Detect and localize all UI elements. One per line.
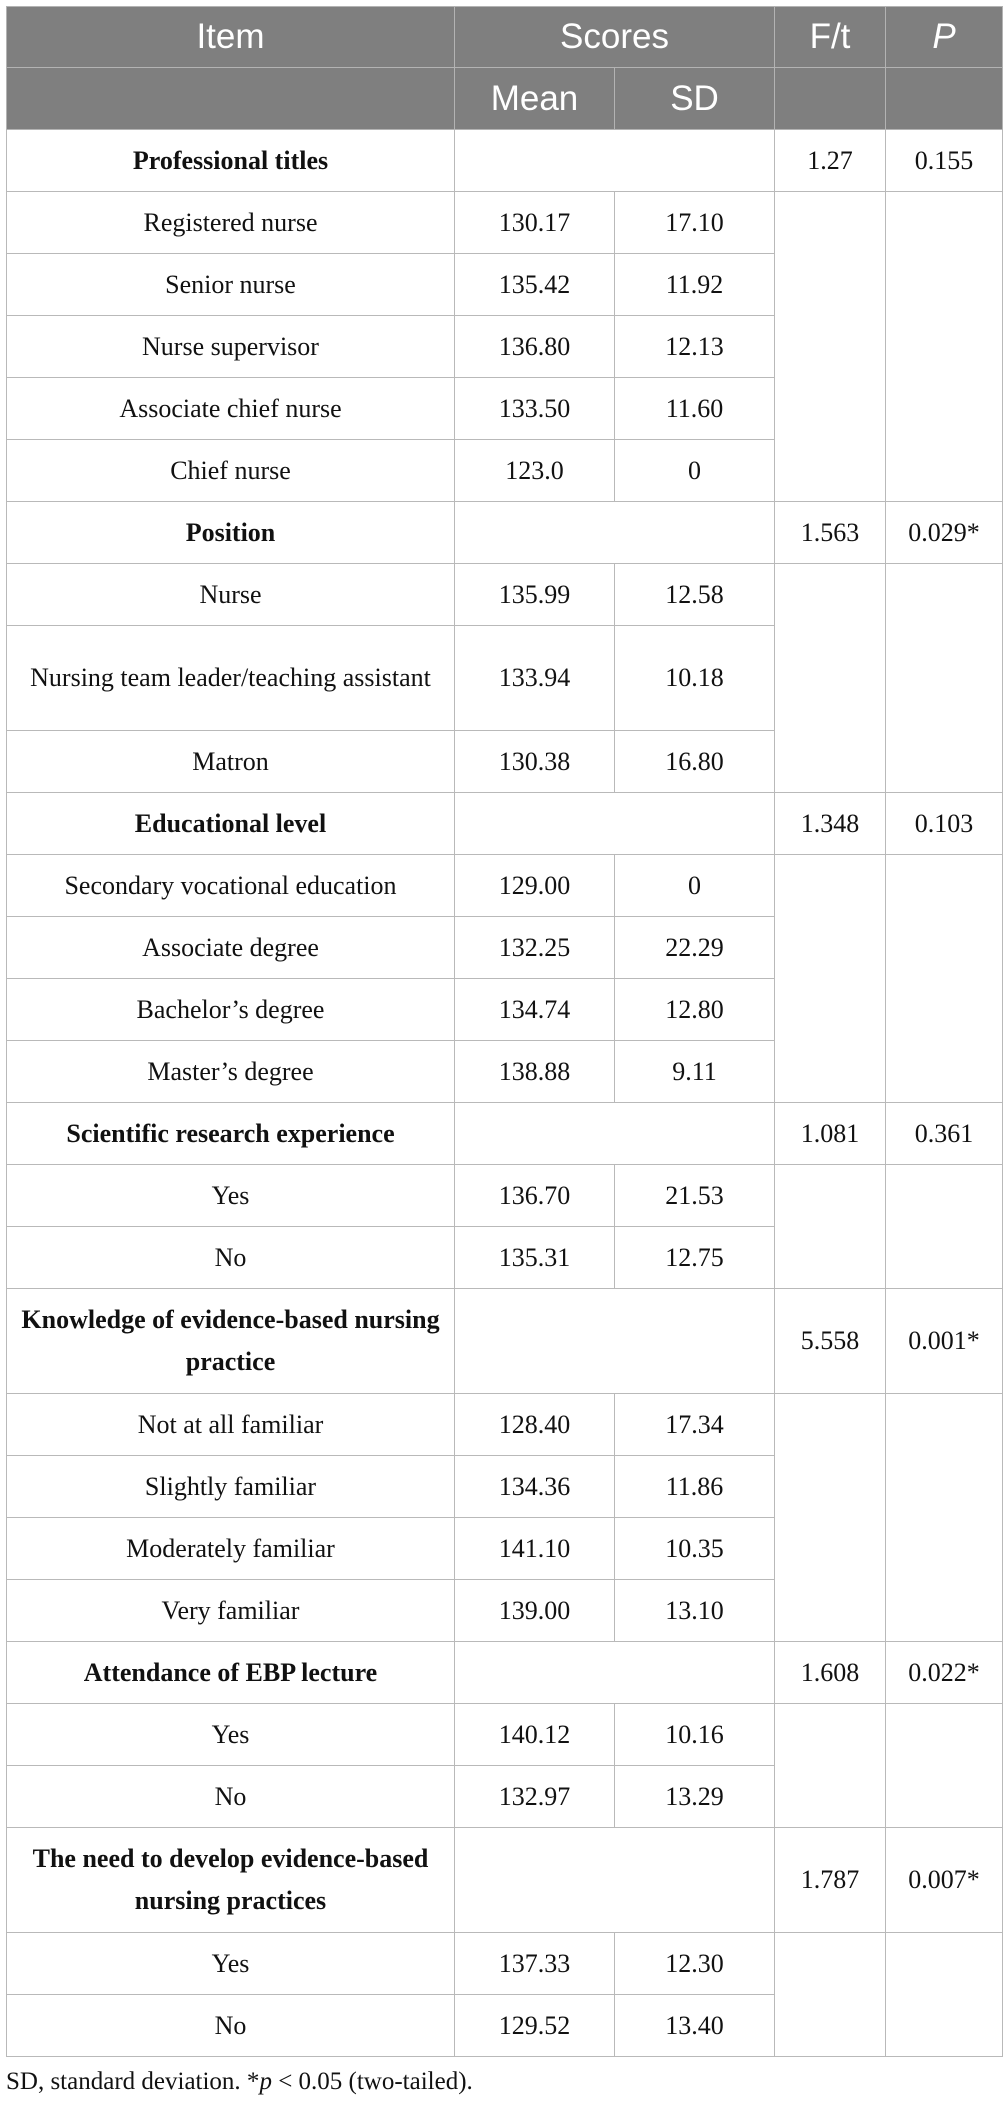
category-row [7,1289,1003,1394]
sd-value: 12.58 [615,564,775,626]
table-row [7,1933,1003,1995]
category-row [7,502,1003,564]
row-label: Yes [7,1165,455,1227]
mean-value: 141.10 [455,1518,615,1580]
row-label: Nursing team leader/teaching assistant [7,626,455,731]
sd-value: 10.16 [615,1704,775,1766]
row-label: No [7,1995,455,2057]
mean-value: 139.00 [455,1580,615,1642]
category-scores-empty [455,793,775,855]
category-scores-empty [455,1642,775,1704]
sd-value: 10.18 [615,626,775,731]
row-label: Secondary vocational education [7,855,455,917]
sd-value: 13.10 [615,1580,775,1642]
mean-value: 130.38 [455,731,615,793]
p-merged-empty [886,192,1003,502]
mean-value: 137.33 [455,1933,615,1995]
category-row [7,1642,1003,1704]
row-label: Registered nurse [7,192,455,254]
mean-value: 134.74 [455,979,615,1041]
table-header [7,7,1003,130]
category-label: Knowledge of evidence-based nursing practice [7,1289,455,1394]
p-value: 0.022* [886,1642,1003,1704]
ft-subheader-empty [775,68,886,130]
sd-value: 12.80 [615,979,775,1041]
header-row-top [7,7,1003,68]
table-row [7,855,1003,917]
row-label: Master’s degree [7,1041,455,1103]
mean-value: 123.0 [455,440,615,502]
scores-column-header: Scores [455,7,775,68]
sd-value: 12.30 [615,1933,775,1995]
row-label: Moderately familiar [7,1518,455,1580]
category-label: Scientific research experience [7,1103,455,1165]
row-label: Very familiar [7,1580,455,1642]
mean-value: 128.40 [455,1394,615,1456]
ft-merged-empty [775,855,886,1103]
category-label: The need to develop evidence-based nursing practices [7,1828,455,1933]
mean-value: 129.00 [455,855,615,917]
ft-merged-empty [775,1704,886,1828]
category-label: Position [7,502,455,564]
sd-value: 0 [615,855,775,917]
item-column-header: Item [7,7,455,68]
row-label: No [7,1227,455,1289]
category-scores-empty [455,502,775,564]
header-row-sub [7,68,1003,130]
sd-value: 16.80 [615,731,775,793]
mean-value: 135.42 [455,254,615,316]
category-scores-empty [455,1103,775,1165]
category-row [7,1103,1003,1165]
row-label: Matron [7,731,455,793]
sd-value: 13.29 [615,1766,775,1828]
mean-value: 132.25 [455,917,615,979]
footnote-suffix: < 0.05 (two-tailed). [271,2068,473,2095]
row-label: Associate chief nurse [7,378,455,440]
table-footnote [6,2068,473,2096]
sd-value: 22.29 [615,917,775,979]
mean-value: 130.17 [455,192,615,254]
sd-value: 11.60 [615,378,775,440]
ft-value: 1.27 [775,130,886,192]
category-scores-empty [455,1289,775,1394]
statistics-table [6,6,1003,2057]
category-scores-empty [455,1828,775,1933]
p-merged-empty [886,1394,1003,1642]
category-label: Professional titles [7,130,455,192]
ft-merged-empty [775,564,886,793]
ft-merged-empty [775,192,886,502]
ft-value: 1.608 [775,1642,886,1704]
p-value: 0.361 [886,1103,1003,1165]
category-scores-empty [455,130,775,192]
footnote-prefix: SD, standard deviation. * [6,2068,260,2095]
sd-value: 0 [615,440,775,502]
row-label: Associate degree [7,917,455,979]
ft-value: 5.558 [775,1289,886,1394]
row-label: Slightly familiar [7,1456,455,1518]
p-merged-empty [886,855,1003,1103]
sd-value: 17.34 [615,1394,775,1456]
mean-value: 135.31 [455,1227,615,1289]
ft-value: 1.081 [775,1103,886,1165]
mean-value: 135.99 [455,564,615,626]
p-column-header: P [886,7,1003,68]
p-subheader-empty [886,68,1003,130]
table-row [7,1165,1003,1227]
p-merged-empty [886,1704,1003,1828]
row-label: Bachelor’s degree [7,979,455,1041]
category-label: Attendance of EBP lecture [7,1642,455,1704]
footnote-p-symbol: p [259,2068,272,2095]
mean-value: 140.12 [455,1704,615,1766]
category-row [7,793,1003,855]
sd-value: 21.53 [615,1165,775,1227]
item-subheader-empty [7,68,455,130]
ft-merged-empty [775,1165,886,1289]
mean-value: 132.97 [455,1766,615,1828]
row-label: Nurse supervisor [7,316,455,378]
sd-value: 10.35 [615,1518,775,1580]
p-value: 0.029* [886,502,1003,564]
row-label: Not at all familiar [7,1394,455,1456]
mean-value: 133.50 [455,378,615,440]
p-merged-empty [886,1933,1003,2057]
sd-column-header: SD [615,68,775,130]
sd-value: 13.40 [615,1995,775,2057]
table-body [7,130,1003,2057]
ft-column-header: F/t [775,7,886,68]
row-label: Chief nurse [7,440,455,502]
sd-value: 17.10 [615,192,775,254]
ft-value: 1.563 [775,502,886,564]
sd-value: 11.92 [615,254,775,316]
ft-value: 1.787 [775,1828,886,1933]
category-label: Educational level [7,793,455,855]
row-label: Senior nurse [7,254,455,316]
ft-merged-empty [775,1394,886,1642]
sd-value: 9.11 [615,1041,775,1103]
mean-value: 133.94 [455,626,615,731]
table-row [7,564,1003,626]
ft-value: 1.348 [775,793,886,855]
mean-column-header: Mean [455,68,615,130]
row-label: Yes [7,1704,455,1766]
sd-value: 12.75 [615,1227,775,1289]
p-merged-empty [886,564,1003,793]
p-value: 0.007* [886,1828,1003,1933]
p-value: 0.001* [886,1289,1003,1394]
p-merged-empty [886,1165,1003,1289]
p-value: 0.103 [886,793,1003,855]
sd-value: 12.13 [615,316,775,378]
ft-merged-empty [775,1933,886,2057]
sd-value: 11.86 [615,1456,775,1518]
mean-value: 136.70 [455,1165,615,1227]
row-label: Yes [7,1933,455,1995]
table-row [7,192,1003,254]
category-row [7,1828,1003,1933]
mean-value: 138.88 [455,1041,615,1103]
table-row [7,1394,1003,1456]
mean-value: 136.80 [455,316,615,378]
mean-value: 134.36 [455,1456,615,1518]
table-row [7,1704,1003,1766]
p-value: 0.155 [886,130,1003,192]
category-row [7,130,1003,192]
mean-value: 129.52 [455,1995,615,2057]
row-label: No [7,1766,455,1828]
row-label: Nurse [7,564,455,626]
